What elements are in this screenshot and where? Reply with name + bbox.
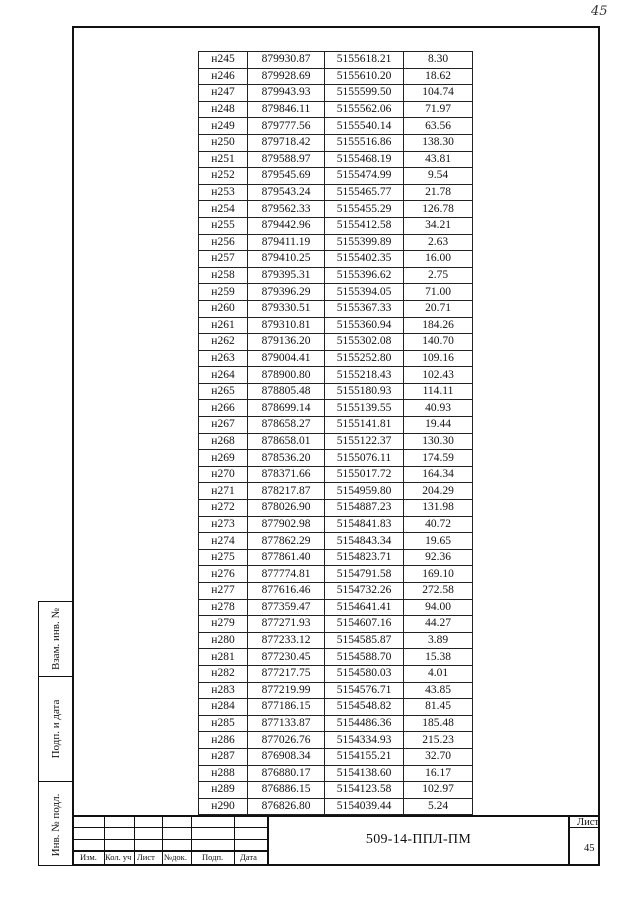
point-id-cell: н282 [199, 665, 248, 682]
x-coordinate-cell: 878805.48 [248, 383, 325, 400]
x-coordinate-cell: 879395.31 [248, 267, 325, 284]
x-coordinate-cell: 876826.80 [248, 798, 325, 815]
y-coordinate-cell: 5155465.77 [325, 184, 404, 201]
table-row [199, 682, 473, 699]
x-coordinate-cell: 879411.19 [248, 234, 325, 251]
table-row [199, 748, 473, 765]
x-coordinate-cell: 879562.33 [248, 201, 325, 218]
x-coordinate-cell: 879718.42 [248, 134, 325, 151]
y-coordinate-cell: 5154580.03 [325, 665, 404, 682]
point-id-cell: н252 [199, 168, 248, 185]
y-coordinate-cell: 5155399.89 [325, 234, 404, 251]
distance-cell: 16.17 [404, 765, 473, 782]
point-id-cell: н263 [199, 350, 248, 367]
distance-cell: 92.36 [404, 549, 473, 566]
x-coordinate-cell: 876880.17 [248, 765, 325, 782]
point-id-cell: н270 [199, 466, 248, 483]
x-coordinate-cell: 879136.20 [248, 334, 325, 351]
y-coordinate-cell: 5155122.37 [325, 433, 404, 450]
x-coordinate-cell: 878371.66 [248, 466, 325, 483]
table-row [199, 715, 473, 732]
point-id-cell: н247 [199, 85, 248, 102]
x-coordinate-cell: 876908.34 [248, 748, 325, 765]
y-coordinate-cell: 5154155.21 [325, 748, 404, 765]
table-row [199, 632, 473, 649]
distance-cell: 5.24 [404, 798, 473, 815]
label-sheet-col: Лист [137, 852, 155, 862]
x-coordinate-cell: 877133.87 [248, 715, 325, 732]
document-code: 509-14-ППЛ-ПМ [365, 832, 472, 847]
x-coordinate-cell: 879930.87 [248, 52, 325, 69]
table-row [199, 52, 473, 69]
distance-cell: 15.38 [404, 649, 473, 666]
x-coordinate-cell: 879330.51 [248, 300, 325, 317]
x-coordinate-cell: 878217.87 [248, 483, 325, 500]
distance-cell: 126.78 [404, 201, 473, 218]
x-coordinate-cell: 878900.80 [248, 367, 325, 384]
distance-cell: 102.97 [404, 782, 473, 799]
x-coordinate-cell: 879396.29 [248, 284, 325, 301]
stamp-label-sign-date: Подп. и дата [50, 699, 62, 759]
point-id-cell: н288 [199, 765, 248, 782]
y-coordinate-cell: 5154585.87 [325, 632, 404, 649]
x-coordinate-cell: 877186.15 [248, 699, 325, 716]
distance-cell: 2.63 [404, 234, 473, 251]
y-coordinate-cell: 5154576.71 [325, 682, 404, 699]
table-row [199, 383, 473, 400]
distance-cell: 272.58 [404, 583, 473, 600]
y-coordinate-cell: 5155412.58 [325, 217, 404, 234]
y-coordinate-cell: 5155540.14 [325, 118, 404, 135]
table-row [199, 466, 473, 483]
x-coordinate-cell: 879545.69 [248, 168, 325, 185]
y-coordinate-cell: 5155394.05 [325, 284, 404, 301]
table-row [199, 549, 473, 566]
point-id-cell: н276 [199, 566, 248, 583]
distance-cell: 8.30 [404, 52, 473, 69]
y-coordinate-cell: 5155218.43 [325, 367, 404, 384]
table-row [199, 599, 473, 616]
x-coordinate-cell: 877774.81 [248, 566, 325, 583]
point-id-cell: н279 [199, 616, 248, 633]
y-coordinate-cell: 5155139.55 [325, 400, 404, 417]
distance-cell: 21.78 [404, 184, 473, 201]
distance-cell: 9.54 [404, 168, 473, 185]
x-coordinate-cell: 879004.41 [248, 350, 325, 367]
table-row [199, 516, 473, 533]
y-coordinate-cell: 5154959.80 [325, 483, 404, 500]
y-coordinate-cell: 5155017.72 [325, 466, 404, 483]
y-coordinate-cell: 5154588.70 [325, 649, 404, 666]
distance-cell: 34.21 [404, 217, 473, 234]
table-row [199, 134, 473, 151]
table-row [199, 433, 473, 450]
label-change: Изм. [80, 852, 97, 862]
sheet-label: Лист [577, 817, 599, 828]
table-row [199, 699, 473, 716]
x-coordinate-cell: 877902.98 [248, 516, 325, 533]
point-id-cell: н268 [199, 433, 248, 450]
y-coordinate-cell: 5155618.21 [325, 52, 404, 69]
distance-cell: 130.30 [404, 433, 473, 450]
x-coordinate-cell: 877359.47 [248, 599, 325, 616]
y-coordinate-cell: 5155076.11 [325, 450, 404, 467]
y-coordinate-cell: 5155252.80 [325, 350, 404, 367]
x-coordinate-cell: 877616.46 [248, 583, 325, 600]
distance-cell: 81.45 [404, 699, 473, 716]
y-coordinate-cell: 5154548.82 [325, 699, 404, 716]
stamp-cell-replace-inv [39, 602, 73, 677]
point-id-cell: н286 [199, 732, 248, 749]
distance-cell: 19.65 [404, 533, 473, 550]
point-id-cell: н265 [199, 383, 248, 400]
distance-cell: 204.29 [404, 483, 473, 500]
distance-cell: 40.93 [404, 400, 473, 417]
distance-cell: 114.11 [404, 383, 473, 400]
x-coordinate-cell: 879310.81 [248, 317, 325, 334]
point-id-cell: н260 [199, 300, 248, 317]
x-coordinate-cell: 879543.24 [248, 184, 325, 201]
distance-cell: 71.00 [404, 284, 473, 301]
sheet-number: 45 [584, 843, 595, 854]
stamp-cell-orig-inv [39, 782, 73, 867]
label-count: Кол. уч [105, 852, 132, 862]
distance-cell: 71.97 [404, 101, 473, 118]
distance-cell: 131.98 [404, 500, 473, 517]
point-id-cell: н271 [199, 483, 248, 500]
y-coordinate-cell: 5155455.29 [325, 201, 404, 218]
point-id-cell: н262 [199, 334, 248, 351]
distance-cell: 174.59 [404, 450, 473, 467]
y-coordinate-cell: 5155302.08 [325, 334, 404, 351]
table-row [199, 201, 473, 218]
side-stamp-column [38, 601, 74, 866]
table-row [199, 798, 473, 815]
y-coordinate-cell: 5155367.33 [325, 300, 404, 317]
point-id-cell: н269 [199, 450, 248, 467]
y-coordinate-cell: 5155610.20 [325, 68, 404, 85]
x-coordinate-cell: 878658.01 [248, 433, 325, 450]
table-row [199, 782, 473, 799]
x-coordinate-cell: 879588.97 [248, 151, 325, 168]
point-id-cell: н255 [199, 217, 248, 234]
distance-cell: 44.27 [404, 616, 473, 633]
y-coordinate-cell: 5154732.26 [325, 583, 404, 600]
table-row [199, 101, 473, 118]
table-row [199, 417, 473, 434]
y-coordinate-cell: 5155599.50 [325, 85, 404, 102]
point-id-cell: н258 [199, 267, 248, 284]
table-row [199, 500, 473, 517]
point-id-cell: н261 [199, 317, 248, 334]
table-row [199, 234, 473, 251]
x-coordinate-cell: 879928.69 [248, 68, 325, 85]
y-coordinate-cell: 5155474.99 [325, 168, 404, 185]
distance-cell: 185.48 [404, 715, 473, 732]
x-coordinate-cell: 877219.99 [248, 682, 325, 699]
x-coordinate-cell: 877230.45 [248, 649, 325, 666]
point-id-cell: н277 [199, 583, 248, 600]
table-row [199, 334, 473, 351]
point-id-cell: н289 [199, 782, 248, 799]
distance-cell: 16.00 [404, 251, 473, 268]
table-row [199, 350, 473, 367]
x-coordinate-cell: 879846.11 [248, 101, 325, 118]
handwritten-page-number: 45 [591, 4, 608, 19]
point-id-cell: н256 [199, 234, 248, 251]
point-id-cell: н257 [199, 251, 248, 268]
distance-cell: 109.16 [404, 350, 473, 367]
point-id-cell: н287 [199, 748, 248, 765]
x-coordinate-cell: 878026.90 [248, 500, 325, 517]
label-date: Дата [240, 852, 257, 862]
point-id-cell: н264 [199, 367, 248, 384]
table-row [199, 649, 473, 666]
x-coordinate-cell: 879410.25 [248, 251, 325, 268]
table-row [199, 184, 473, 201]
point-id-cell: н280 [199, 632, 248, 649]
stamp-label-orig-inv: Инв. № подл. [50, 793, 62, 856]
distance-cell: 32.70 [404, 748, 473, 765]
table-row [199, 765, 473, 782]
point-id-cell: н278 [199, 599, 248, 616]
x-coordinate-cell: 877271.93 [248, 616, 325, 633]
distance-cell: 43.81 [404, 151, 473, 168]
y-coordinate-cell: 5154791.58 [325, 566, 404, 583]
table-row [199, 68, 473, 85]
table-row [199, 732, 473, 749]
table-row [199, 118, 473, 135]
table-row [199, 151, 473, 168]
distance-cell: 2.75 [404, 267, 473, 284]
y-coordinate-cell: 5155468.19 [325, 151, 404, 168]
table-row [199, 616, 473, 633]
distance-cell: 164.34 [404, 466, 473, 483]
title-block [74, 815, 598, 865]
stamp-label-replace-inv: Взам. инв. № [50, 608, 62, 670]
x-coordinate-cell: 876886.15 [248, 782, 325, 799]
point-id-cell: н273 [199, 516, 248, 533]
distance-cell: 20.71 [404, 300, 473, 317]
table-row [199, 483, 473, 500]
point-id-cell: н246 [199, 68, 248, 85]
distance-cell: 3.89 [404, 632, 473, 649]
point-id-cell: н254 [199, 201, 248, 218]
distance-cell: 4.01 [404, 665, 473, 682]
y-coordinate-cell: 5155516.86 [325, 134, 404, 151]
table-row [199, 400, 473, 417]
y-coordinate-cell: 5154138.60 [325, 765, 404, 782]
x-coordinate-cell: 879943.93 [248, 85, 325, 102]
point-id-cell: н281 [199, 649, 248, 666]
table-row [199, 583, 473, 600]
y-coordinate-cell: 5154841.83 [325, 516, 404, 533]
distance-cell: 63.56 [404, 118, 473, 135]
y-coordinate-cell: 5155562.06 [325, 101, 404, 118]
coordinates-table [198, 51, 473, 815]
y-coordinate-cell: 5155360.94 [325, 317, 404, 334]
y-coordinate-cell: 5154607.16 [325, 616, 404, 633]
point-id-cell: н245 [199, 52, 248, 69]
distance-cell: 18.62 [404, 68, 473, 85]
table-row [199, 267, 473, 284]
point-id-cell: н272 [199, 500, 248, 517]
y-coordinate-cell: 5155396.62 [325, 267, 404, 284]
table-row [199, 317, 473, 334]
stamp-cell-sign-date [39, 677, 73, 782]
x-coordinate-cell: 878658.27 [248, 417, 325, 434]
table-row [199, 284, 473, 301]
point-id-cell: н283 [199, 682, 248, 699]
table-row [199, 85, 473, 102]
y-coordinate-cell: 5154039.44 [325, 798, 404, 815]
point-id-cell: н275 [199, 549, 248, 566]
x-coordinate-cell: 877861.40 [248, 549, 325, 566]
x-coordinate-cell: 877862.29 [248, 533, 325, 550]
x-coordinate-cell: 877233.12 [248, 632, 325, 649]
y-coordinate-cell: 5155180.93 [325, 383, 404, 400]
table-row [199, 367, 473, 384]
point-id-cell: н259 [199, 284, 248, 301]
point-id-cell: н274 [199, 533, 248, 550]
distance-cell: 40.72 [404, 516, 473, 533]
point-id-cell: н249 [199, 118, 248, 135]
x-coordinate-cell: 878536.20 [248, 450, 325, 467]
table-row [199, 217, 473, 234]
point-id-cell: н251 [199, 151, 248, 168]
table-row [199, 533, 473, 550]
point-id-cell: н266 [199, 400, 248, 417]
table-row [199, 300, 473, 317]
y-coordinate-cell: 5154486.36 [325, 715, 404, 732]
y-coordinate-cell: 5154641.41 [325, 599, 404, 616]
label-doc-no: №док. [164, 852, 187, 862]
point-id-cell: н267 [199, 417, 248, 434]
distance-cell: 104.74 [404, 85, 473, 102]
distance-cell: 138.30 [404, 134, 473, 151]
table-row [199, 450, 473, 467]
distance-cell: 215.23 [404, 732, 473, 749]
coordinates-table-body [199, 52, 473, 815]
x-coordinate-cell: 878699.14 [248, 400, 325, 417]
point-id-cell: н285 [199, 715, 248, 732]
distance-cell: 140.70 [404, 334, 473, 351]
point-id-cell: н290 [199, 798, 248, 815]
distance-cell: 169.10 [404, 566, 473, 583]
y-coordinate-cell: 5154823.71 [325, 549, 404, 566]
y-coordinate-cell: 5155402.35 [325, 251, 404, 268]
point-id-cell: н253 [199, 184, 248, 201]
y-coordinate-cell: 5154123.58 [325, 782, 404, 799]
x-coordinate-cell: 877026.76 [248, 732, 325, 749]
distance-cell: 102.43 [404, 367, 473, 384]
distance-cell: 184.26 [404, 317, 473, 334]
point-id-cell: н284 [199, 699, 248, 716]
table-row [199, 566, 473, 583]
distance-cell: 94.00 [404, 599, 473, 616]
y-coordinate-cell: 5154334.93 [325, 732, 404, 749]
x-coordinate-cell: 879442.96 [248, 217, 325, 234]
point-id-cell: н250 [199, 134, 248, 151]
x-coordinate-cell: 877217.75 [248, 665, 325, 682]
table-row [199, 168, 473, 185]
y-coordinate-cell: 5154843.34 [325, 533, 404, 550]
table-row [199, 665, 473, 682]
y-coordinate-cell: 5155141.81 [325, 417, 404, 434]
label-signature: Подп. [202, 852, 224, 862]
y-coordinate-cell: 5154887.23 [325, 500, 404, 517]
x-coordinate-cell: 879777.56 [248, 118, 325, 135]
table-row [199, 251, 473, 268]
point-id-cell: н248 [199, 101, 248, 118]
distance-cell: 19.44 [404, 417, 473, 434]
distance-cell: 43.85 [404, 682, 473, 699]
